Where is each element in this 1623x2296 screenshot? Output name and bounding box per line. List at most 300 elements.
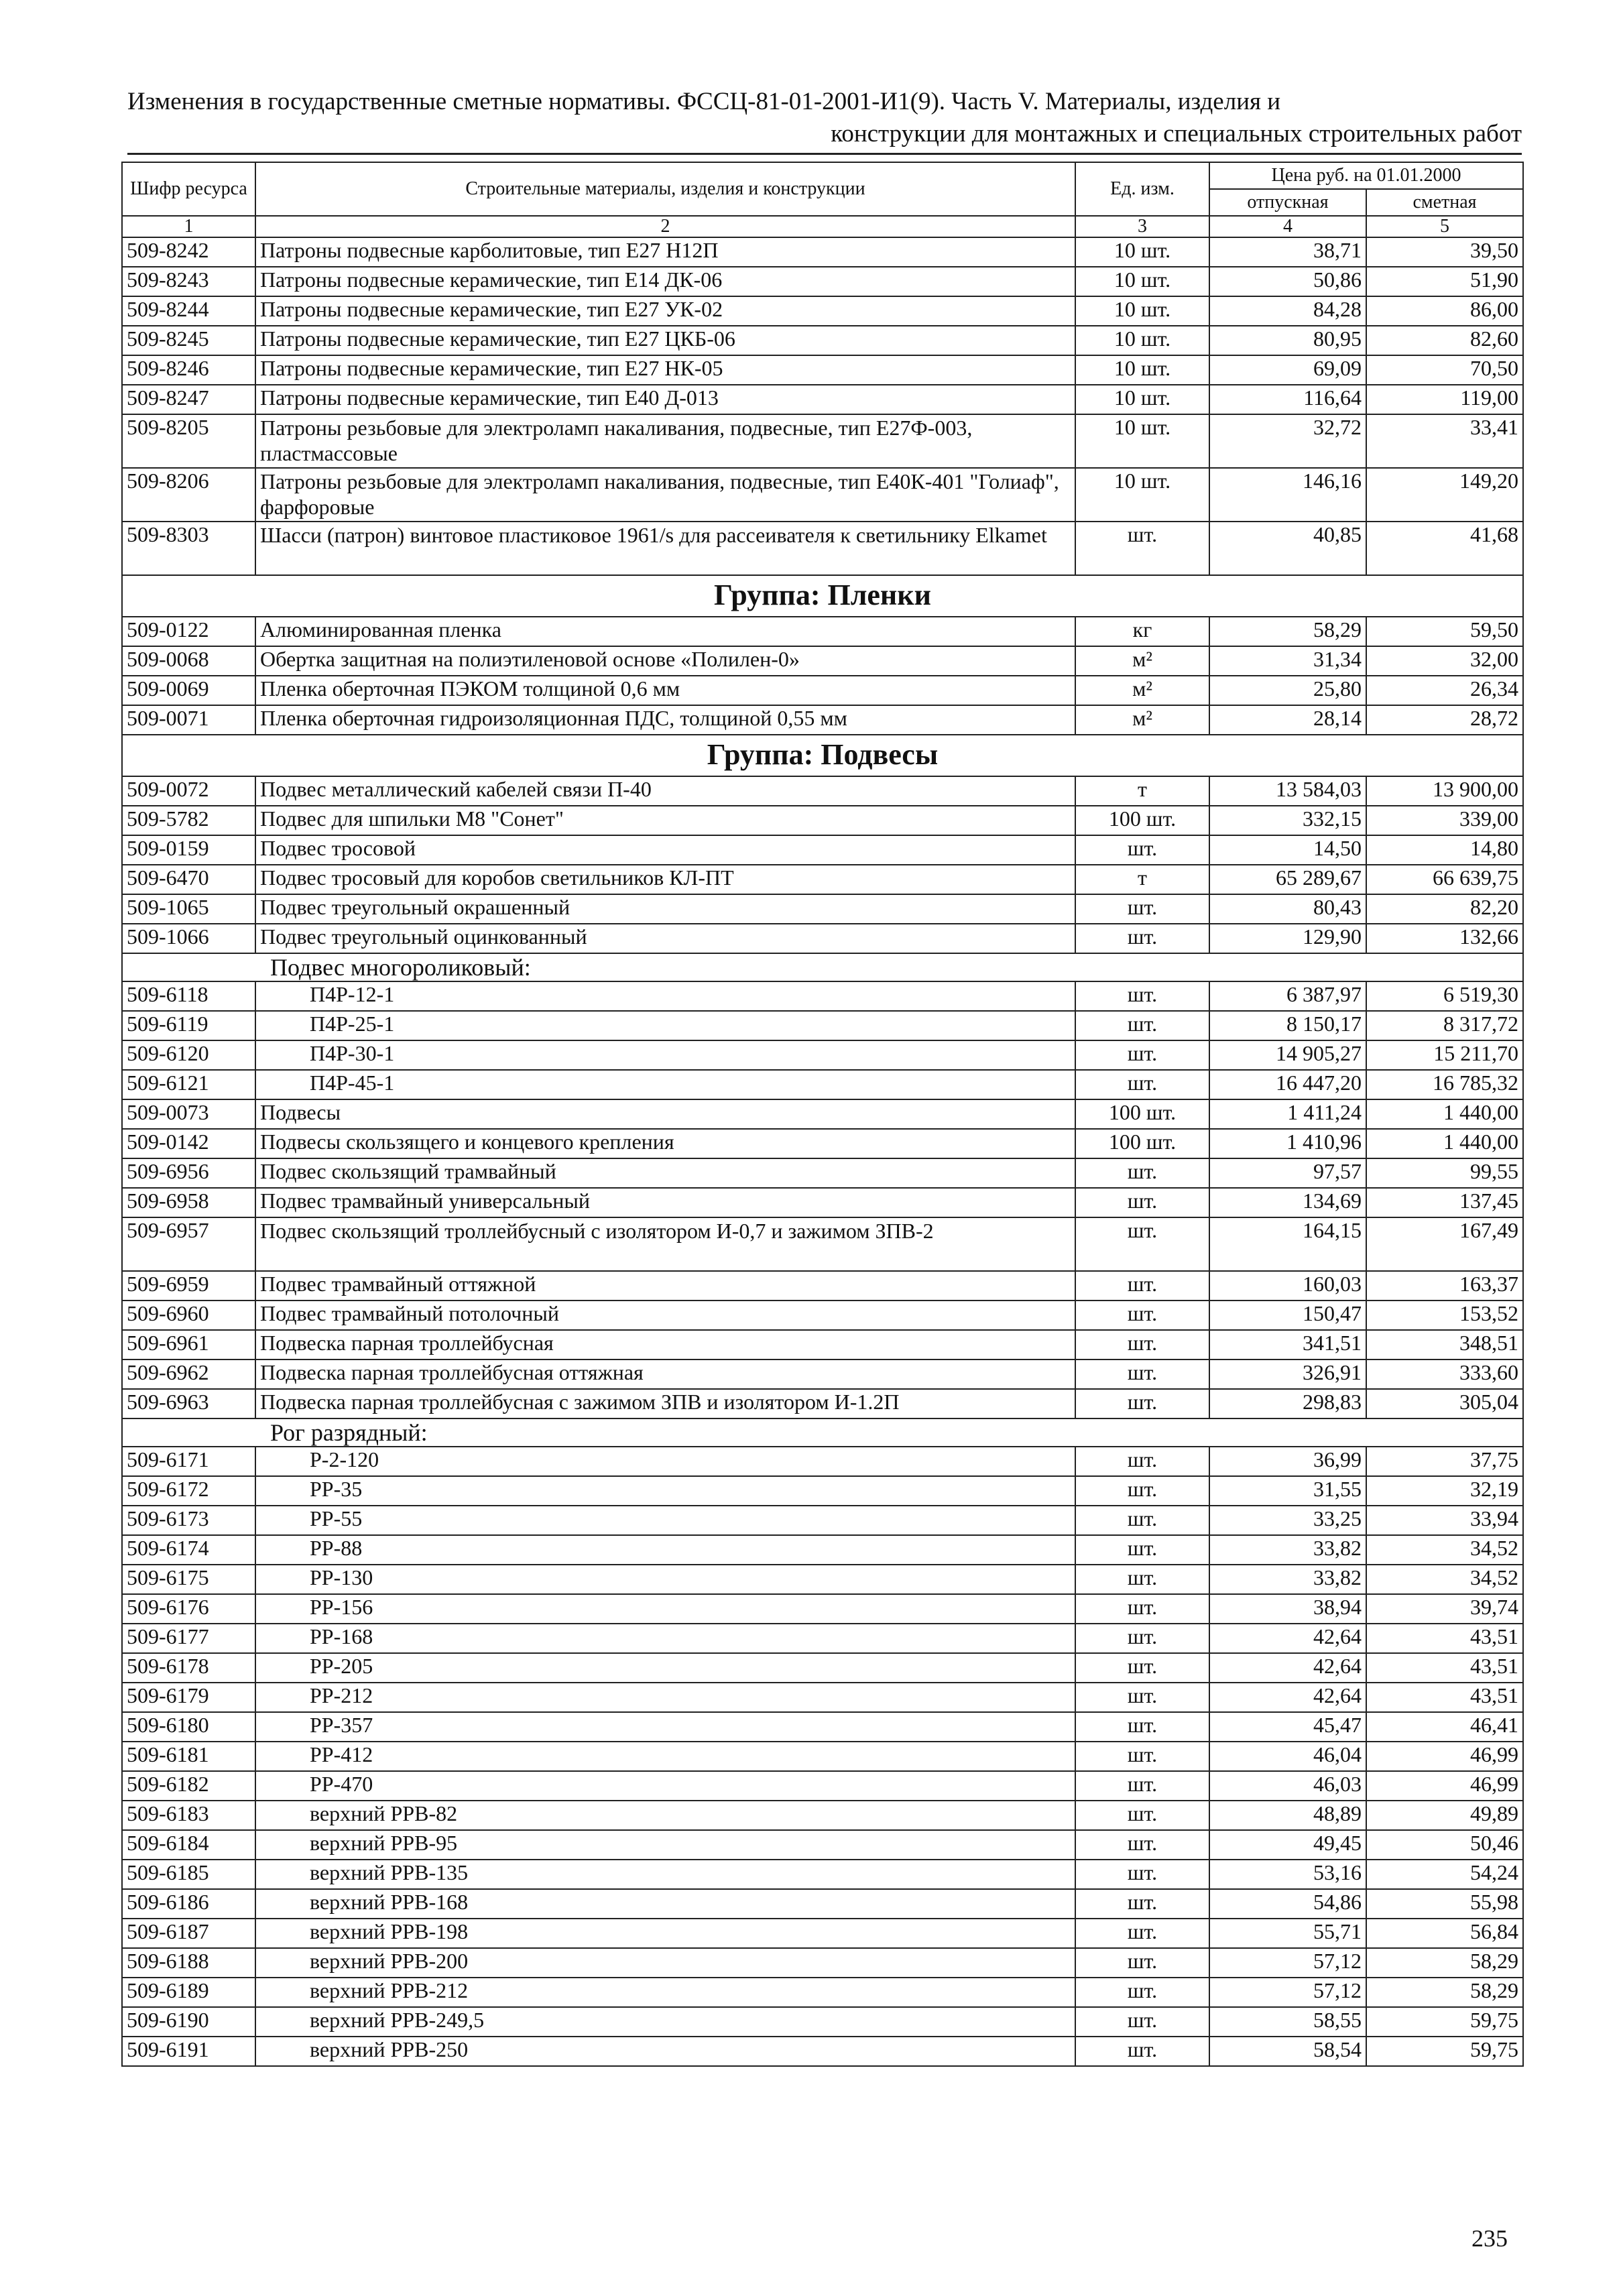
release-price: 46,04 xyxy=(1209,1742,1366,1771)
estimate-price: 59,75 xyxy=(1366,2007,1523,2037)
resource-code: 509-1065 xyxy=(122,894,255,924)
resource-code: 509-6961 xyxy=(122,1330,255,1360)
material-name: РР-168 xyxy=(255,1624,1075,1653)
table-row xyxy=(122,385,1523,414)
table-row xyxy=(122,1742,1523,1771)
release-price: 150,47 xyxy=(1209,1301,1366,1330)
table-row xyxy=(122,1830,1523,1860)
release-price: 48,89 xyxy=(1209,1801,1366,1830)
table-row xyxy=(122,296,1523,326)
material-name: Патроны подвесные керамические, тип Е27 НК-05 xyxy=(255,355,1075,385)
estimate-price: 26,34 xyxy=(1366,676,1523,705)
estimate-price: 13 900,00 xyxy=(1366,776,1523,806)
release-price: 53,16 xyxy=(1209,1860,1366,1889)
unit-of-measure: шт. xyxy=(1075,1978,1209,2007)
col-number-2: 2 xyxy=(255,216,1075,237)
group-heading-row xyxy=(122,735,1523,776)
group-heading-row xyxy=(122,575,1523,617)
release-price: 45,47 xyxy=(1209,1712,1366,1742)
estimate-price: 34,52 xyxy=(1366,1535,1523,1565)
col-header-code: Шифр ресурса xyxy=(122,162,255,216)
estimate-price: 46,99 xyxy=(1366,1742,1523,1771)
table-row xyxy=(122,676,1523,705)
release-price: 332,15 xyxy=(1209,806,1366,835)
resource-code: 509-5782 xyxy=(122,806,255,835)
release-price: 33,25 xyxy=(1209,1506,1366,1535)
release-price: 42,64 xyxy=(1209,1683,1366,1712)
material-name: РР-88 xyxy=(255,1535,1075,1565)
subgroup-heading-row xyxy=(122,953,1523,981)
material-name: Патроны подвесные керамические, тип Е40 Д-013 xyxy=(255,385,1075,414)
resource-code: 509-6958 xyxy=(122,1188,255,1217)
estimate-price: 333,60 xyxy=(1366,1360,1523,1389)
unit-of-measure: шт. xyxy=(1075,1506,1209,1535)
material-name: Подвеска парная троллейбусная оттяжная xyxy=(255,1360,1075,1389)
unit-of-measure: шт. xyxy=(1075,2037,1209,2066)
release-price: 49,45 xyxy=(1209,1830,1366,1860)
table-row xyxy=(122,1070,1523,1099)
unit-of-measure: шт. xyxy=(1075,1830,1209,1860)
release-price: 33,82 xyxy=(1209,1565,1366,1594)
table-row xyxy=(122,1011,1523,1040)
unit-of-measure: 10 шт. xyxy=(1075,414,1209,468)
table-row xyxy=(122,326,1523,355)
material-name: РР-35 xyxy=(255,1476,1075,1506)
release-price: 42,64 xyxy=(1209,1624,1366,1653)
resource-code: 509-6121 xyxy=(122,1070,255,1099)
release-price: 25,80 xyxy=(1209,676,1366,705)
estimate-price: 56,84 xyxy=(1366,1919,1523,1948)
resource-code: 509-0073 xyxy=(122,1099,255,1129)
page-header xyxy=(127,86,1522,150)
table-row xyxy=(122,835,1523,865)
table-row xyxy=(122,924,1523,953)
release-price: 16 447,20 xyxy=(1209,1070,1366,1099)
estimate-price: 70,50 xyxy=(1366,355,1523,385)
unit-of-measure: шт. xyxy=(1075,1476,1209,1506)
unit-of-measure: шт. xyxy=(1075,1217,1209,1271)
release-price: 50,86 xyxy=(1209,267,1366,296)
unit-of-measure: 10 шт. xyxy=(1075,468,1209,522)
unit-of-measure: шт. xyxy=(1075,1683,1209,1712)
unit-of-measure: шт. xyxy=(1075,1158,1209,1188)
table-row xyxy=(122,1360,1523,1389)
col-number-4: 4 xyxy=(1209,216,1366,237)
estimate-price: 33,41 xyxy=(1366,414,1523,468)
unit-of-measure: шт. xyxy=(1075,1624,1209,1653)
estimate-price: 58,29 xyxy=(1366,1978,1523,2007)
resource-code: 509-6171 xyxy=(122,1447,255,1476)
unit-of-measure: шт. xyxy=(1075,1801,1209,1830)
table-row xyxy=(122,1712,1523,1742)
unit-of-measure: 10 шт. xyxy=(1075,237,1209,267)
estimate-price: 55,98 xyxy=(1366,1889,1523,1919)
unit-of-measure: шт. xyxy=(1075,1742,1209,1771)
resource-code: 509-0122 xyxy=(122,617,255,646)
table-row xyxy=(122,705,1523,735)
unit-of-measure: шт. xyxy=(1075,2007,1209,2037)
material-name: Р-2-120 xyxy=(255,1447,1075,1476)
header-line-1: Изменения в государственные сметные нормативы. ФССЦ-81-01-2001-И1(9). Часть V. Материалы, изделия и xyxy=(127,88,1281,115)
unit-of-measure: шт. xyxy=(1075,1271,1209,1301)
material-name: Подвес тросовой xyxy=(255,835,1075,865)
release-price: 42,64 xyxy=(1209,1653,1366,1683)
unit-of-measure: шт. xyxy=(1075,1040,1209,1070)
unit-of-measure: шт. xyxy=(1075,1011,1209,1040)
resource-code: 509-6184 xyxy=(122,1830,255,1860)
group-heading: Группа: Пленки xyxy=(122,575,1523,617)
resource-code: 509-6173 xyxy=(122,1506,255,1535)
resource-code: 509-6963 xyxy=(122,1389,255,1418)
unit-of-measure: шт. xyxy=(1075,1948,1209,1978)
estimate-price: 149,20 xyxy=(1366,468,1523,522)
material-name: П4Р-30-1 xyxy=(255,1040,1075,1070)
resource-code: 509-6185 xyxy=(122,1860,255,1889)
release-price: 80,43 xyxy=(1209,894,1366,924)
table-row xyxy=(122,237,1523,267)
resource-code: 509-6120 xyxy=(122,1040,255,1070)
resource-code: 509-8247 xyxy=(122,385,255,414)
release-price: 6 387,97 xyxy=(1209,981,1366,1011)
material-name: Патроны резьбовые для электроламп накаливания, подвесные, тип Е40К-401 "Голиаф", фарфоровые xyxy=(255,468,1075,522)
material-name: Обертка защитная на полиэтиленовой основе «Полилен-0» xyxy=(255,646,1075,676)
resource-code: 509-6959 xyxy=(122,1271,255,1301)
estimate-price: 167,49 xyxy=(1366,1217,1523,1271)
material-name: Подвес треугольный окрашенный xyxy=(255,894,1075,924)
resource-code: 509-6175 xyxy=(122,1565,255,1594)
table-row xyxy=(122,1801,1523,1830)
resource-code: 509-8206 xyxy=(122,468,255,522)
estimate-price: 46,41 xyxy=(1366,1712,1523,1742)
table-row xyxy=(122,1330,1523,1360)
resource-code: 509-0142 xyxy=(122,1129,255,1158)
release-price: 36,99 xyxy=(1209,1447,1366,1476)
estimate-price: 132,66 xyxy=(1366,924,1523,953)
release-price: 28,14 xyxy=(1209,705,1366,735)
col-header-estimate: сметная xyxy=(1366,189,1523,216)
estimate-price: 305,04 xyxy=(1366,1389,1523,1418)
unit-of-measure: т xyxy=(1075,776,1209,806)
material-name: Подвеска парная троллейбусная xyxy=(255,1330,1075,1360)
table-row xyxy=(122,355,1523,385)
table-row xyxy=(122,617,1523,646)
estimate-price: 153,52 xyxy=(1366,1301,1523,1330)
release-price: 8 150,17 xyxy=(1209,1011,1366,1040)
estimate-price: 34,52 xyxy=(1366,1565,1523,1594)
release-price: 97,57 xyxy=(1209,1158,1366,1188)
estimate-price: 39,74 xyxy=(1366,1594,1523,1624)
resource-code: 509-0068 xyxy=(122,646,255,676)
release-price: 57,12 xyxy=(1209,1978,1366,2007)
unit-of-measure: 10 шт. xyxy=(1075,385,1209,414)
col-number-5: 5 xyxy=(1366,216,1523,237)
resource-code: 509-6176 xyxy=(122,1594,255,1624)
estimate-price: 32,00 xyxy=(1366,646,1523,676)
estimate-price: 86,00 xyxy=(1366,296,1523,326)
material-name: Пленка оберточная ПЭКОМ толщиной 0,6 мм xyxy=(255,676,1075,705)
estimate-price: 163,37 xyxy=(1366,1271,1523,1301)
table-row xyxy=(122,1301,1523,1330)
release-price: 298,83 xyxy=(1209,1389,1366,1418)
estimate-price: 51,90 xyxy=(1366,267,1523,296)
estimate-price: 1 440,00 xyxy=(1366,1099,1523,1129)
estimate-price: 32,19 xyxy=(1366,1476,1523,1506)
release-price: 46,03 xyxy=(1209,1771,1366,1801)
material-name: верхний РРВ-198 xyxy=(255,1919,1075,1948)
resource-code: 509-0071 xyxy=(122,705,255,735)
table-row xyxy=(122,1271,1523,1301)
estimate-price: 119,00 xyxy=(1366,385,1523,414)
unit-of-measure: шт. xyxy=(1075,1712,1209,1742)
release-price: 32,72 xyxy=(1209,414,1366,468)
material-name: РР-55 xyxy=(255,1506,1075,1535)
unit-of-measure: шт. xyxy=(1075,1653,1209,1683)
col-number-1: 1 xyxy=(122,216,255,237)
estimate-price: 49,89 xyxy=(1366,1801,1523,1830)
resource-code: 509-8205 xyxy=(122,414,255,468)
resource-code: 509-0159 xyxy=(122,835,255,865)
resource-code: 509-1066 xyxy=(122,924,255,953)
table-row xyxy=(122,1389,1523,1418)
resource-code: 509-6180 xyxy=(122,1712,255,1742)
table-row xyxy=(122,646,1523,676)
header-rule xyxy=(127,153,1522,155)
estimate-price: 66 639,75 xyxy=(1366,865,1523,894)
unit-of-measure: шт. xyxy=(1075,981,1209,1011)
release-price: 33,82 xyxy=(1209,1535,1366,1565)
unit-of-measure: шт. xyxy=(1075,1447,1209,1476)
estimate-price: 348,51 xyxy=(1366,1330,1523,1360)
resource-code: 509-8245 xyxy=(122,326,255,355)
estimate-price: 82,20 xyxy=(1366,894,1523,924)
resource-code: 509-8246 xyxy=(122,355,255,385)
unit-of-measure: шт. xyxy=(1075,1535,1209,1565)
estimate-price: 339,00 xyxy=(1366,806,1523,835)
unit-of-measure: 10 шт. xyxy=(1075,296,1209,326)
unit-of-measure: м² xyxy=(1075,676,1209,705)
unit-of-measure: шт. xyxy=(1075,1771,1209,1801)
material-name: РР-412 xyxy=(255,1742,1075,1771)
table-row xyxy=(122,522,1523,575)
estimate-price: 37,75 xyxy=(1366,1447,1523,1476)
table-row xyxy=(122,1506,1523,1535)
table-body xyxy=(122,237,1523,2066)
resource-code: 509-6186 xyxy=(122,1889,255,1919)
material-name: РР-357 xyxy=(255,1712,1075,1742)
resource-code: 509-0069 xyxy=(122,676,255,705)
table-row xyxy=(122,1129,1523,1158)
release-price: 84,28 xyxy=(1209,296,1366,326)
material-name: РР-156 xyxy=(255,1594,1075,1624)
material-name: верхний РРВ-95 xyxy=(255,1830,1075,1860)
release-price: 38,71 xyxy=(1209,237,1366,267)
table-row xyxy=(122,1978,1523,2007)
table-row xyxy=(122,1535,1523,1565)
table-row xyxy=(122,1919,1523,1948)
table-row xyxy=(122,1594,1523,1624)
unit-of-measure: т xyxy=(1075,865,1209,894)
material-name: Подвес треугольный оцинкованный xyxy=(255,924,1075,953)
unit-of-measure: шт. xyxy=(1075,1565,1209,1594)
material-name: Подвес тросовый для коробов светильников КЛ-ПТ xyxy=(255,865,1075,894)
release-price: 40,85 xyxy=(1209,522,1366,575)
release-price: 341,51 xyxy=(1209,1330,1366,1360)
table-row xyxy=(122,1948,1523,1978)
table-row xyxy=(122,865,1523,894)
release-price: 58,54 xyxy=(1209,2037,1366,2066)
resource-code: 509-6960 xyxy=(122,1301,255,1330)
resource-code: 509-6179 xyxy=(122,1683,255,1712)
estimate-price: 99,55 xyxy=(1366,1158,1523,1188)
resource-code: 509-6183 xyxy=(122,1801,255,1830)
material-name: Подвес для шпильки М8 "Сонет" xyxy=(255,806,1075,835)
material-name: верхний РРВ-212 xyxy=(255,1978,1075,2007)
material-name: Алюминированная пленка xyxy=(255,617,1075,646)
unit-of-measure: шт. xyxy=(1075,1301,1209,1330)
resource-code: 509-6957 xyxy=(122,1217,255,1271)
resource-code: 509-6188 xyxy=(122,1948,255,1978)
resource-code: 509-6190 xyxy=(122,2007,255,2037)
estimate-price: 59,50 xyxy=(1366,617,1523,646)
unit-of-measure: м² xyxy=(1075,646,1209,676)
table-row xyxy=(122,1889,1523,1919)
unit-of-measure: 10 шт. xyxy=(1075,267,1209,296)
unit-of-measure: шт. xyxy=(1075,1389,1209,1418)
estimate-price: 43,51 xyxy=(1366,1653,1523,1683)
release-price: 116,64 xyxy=(1209,385,1366,414)
table-row xyxy=(122,1771,1523,1801)
unit-of-measure: шт. xyxy=(1075,894,1209,924)
release-price: 129,90 xyxy=(1209,924,1366,953)
release-price: 58,55 xyxy=(1209,2007,1366,2037)
resource-code: 509-6118 xyxy=(122,981,255,1011)
resource-code: 509-8243 xyxy=(122,267,255,296)
release-price: 65 289,67 xyxy=(1209,865,1366,894)
price-table xyxy=(121,162,1524,2067)
release-price: 54,86 xyxy=(1209,1889,1366,1919)
unit-of-measure: шт. xyxy=(1075,1860,1209,1889)
release-price: 14,50 xyxy=(1209,835,1366,865)
unit-of-measure: шт. xyxy=(1075,1889,1209,1919)
resource-code: 509-6470 xyxy=(122,865,255,894)
table-row xyxy=(122,1099,1523,1129)
col-header-unit: Ед. изм. xyxy=(1075,162,1209,216)
release-price: 80,95 xyxy=(1209,326,1366,355)
material-name: РР-205 xyxy=(255,1653,1075,1683)
unit-of-measure: 100 шт. xyxy=(1075,1099,1209,1129)
material-name: Подвесы xyxy=(255,1099,1075,1129)
unit-of-measure: 10 шт. xyxy=(1075,355,1209,385)
release-price: 55,71 xyxy=(1209,1919,1366,1948)
estimate-price: 43,51 xyxy=(1366,1683,1523,1712)
release-price: 14 905,27 xyxy=(1209,1040,1366,1070)
table-row xyxy=(122,2007,1523,2037)
table-row xyxy=(122,468,1523,522)
estimate-price: 137,45 xyxy=(1366,1188,1523,1217)
estimate-price: 14,80 xyxy=(1366,835,1523,865)
material-name: РР-212 xyxy=(255,1683,1075,1712)
estimate-price: 33,94 xyxy=(1366,1506,1523,1535)
release-price: 13 584,03 xyxy=(1209,776,1366,806)
estimate-price: 43,51 xyxy=(1366,1624,1523,1653)
release-price: 38,94 xyxy=(1209,1594,1366,1624)
estimate-price: 39,50 xyxy=(1366,237,1523,267)
estimate-price: 8 317,72 xyxy=(1366,1011,1523,1040)
table-row xyxy=(122,1158,1523,1188)
material-name: верхний РРВ-135 xyxy=(255,1860,1075,1889)
release-price: 69,09 xyxy=(1209,355,1366,385)
material-name: Подвес скользящий трамвайный xyxy=(255,1158,1075,1188)
unit-of-measure: шт. xyxy=(1075,1188,1209,1217)
material-name: Подвес трамвайный универсальный xyxy=(255,1188,1075,1217)
unit-of-measure: 10 шт. xyxy=(1075,326,1209,355)
material-name: Подвес трамвайный потолочный xyxy=(255,1301,1075,1330)
resource-code: 509-8244 xyxy=(122,296,255,326)
release-price: 57,12 xyxy=(1209,1948,1366,1978)
material-name: Пленка оберточная гидроизоляционная ПДС, толщиной 0,55 мм xyxy=(255,705,1075,735)
estimate-price: 46,99 xyxy=(1366,1771,1523,1801)
material-name: верхний РРВ-200 xyxy=(255,1948,1075,1978)
table-row xyxy=(122,1447,1523,1476)
table-row xyxy=(122,1683,1523,1712)
release-price: 1 411,24 xyxy=(1209,1099,1366,1129)
release-price: 1 410,96 xyxy=(1209,1129,1366,1158)
unit-of-measure: 100 шт. xyxy=(1075,1129,1209,1158)
resource-code: 509-8303 xyxy=(122,522,255,575)
material-name: Шасси (патрон) винтовое пластиковое 1961/s для рассеивателя к светильнику Elkamet xyxy=(255,522,1075,575)
resource-code: 509-6174 xyxy=(122,1535,255,1565)
material-name: Подвесы скользящего и концевого крепления xyxy=(255,1129,1075,1158)
subgroup-heading: Рог разрядный: xyxy=(122,1418,1523,1447)
material-name: верхний РРВ-250 xyxy=(255,2037,1075,2066)
release-price: 31,55 xyxy=(1209,1476,1366,1506)
unit-of-measure: кг xyxy=(1075,617,1209,646)
material-name: Подвеска парная троллейбусная с зажимом ЗПВ и изолятором И-1.2П xyxy=(255,1389,1075,1418)
resource-code: 509-6962 xyxy=(122,1360,255,1389)
material-name: П4Р-12-1 xyxy=(255,981,1075,1011)
unit-of-measure: м² xyxy=(1075,705,1209,735)
table-row xyxy=(122,1624,1523,1653)
estimate-price: 15 211,70 xyxy=(1366,1040,1523,1070)
resource-code: 509-6187 xyxy=(122,1919,255,1948)
material-name: Патроны подвесные керамические, тип Е27 УК-02 xyxy=(255,296,1075,326)
table-row xyxy=(122,894,1523,924)
table-row xyxy=(122,1040,1523,1070)
unit-of-measure: шт. xyxy=(1075,835,1209,865)
release-price: 134,69 xyxy=(1209,1188,1366,1217)
page-number: 235 xyxy=(1471,2225,1508,2252)
estimate-price: 54,24 xyxy=(1366,1860,1523,1889)
table-row xyxy=(122,1476,1523,1506)
release-price: 58,29 xyxy=(1209,617,1366,646)
estimate-price: 82,60 xyxy=(1366,326,1523,355)
estimate-price: 28,72 xyxy=(1366,705,1523,735)
resource-code: 509-6182 xyxy=(122,1771,255,1801)
estimate-price: 58,29 xyxy=(1366,1948,1523,1978)
table-row xyxy=(122,1860,1523,1889)
table-row xyxy=(122,414,1523,468)
unit-of-measure: 100 шт. xyxy=(1075,806,1209,835)
release-price: 31,34 xyxy=(1209,646,1366,676)
material-name: Патроны подвесные карболитовые, тип Е27 Н12П xyxy=(255,237,1075,267)
table-row xyxy=(122,2037,1523,2066)
resource-code: 509-6172 xyxy=(122,1476,255,1506)
material-name: верхний РРВ-168 xyxy=(255,1889,1075,1919)
material-name: РР-470 xyxy=(255,1771,1075,1801)
table-row xyxy=(122,806,1523,835)
unit-of-measure: шт. xyxy=(1075,924,1209,953)
table-row xyxy=(122,267,1523,296)
